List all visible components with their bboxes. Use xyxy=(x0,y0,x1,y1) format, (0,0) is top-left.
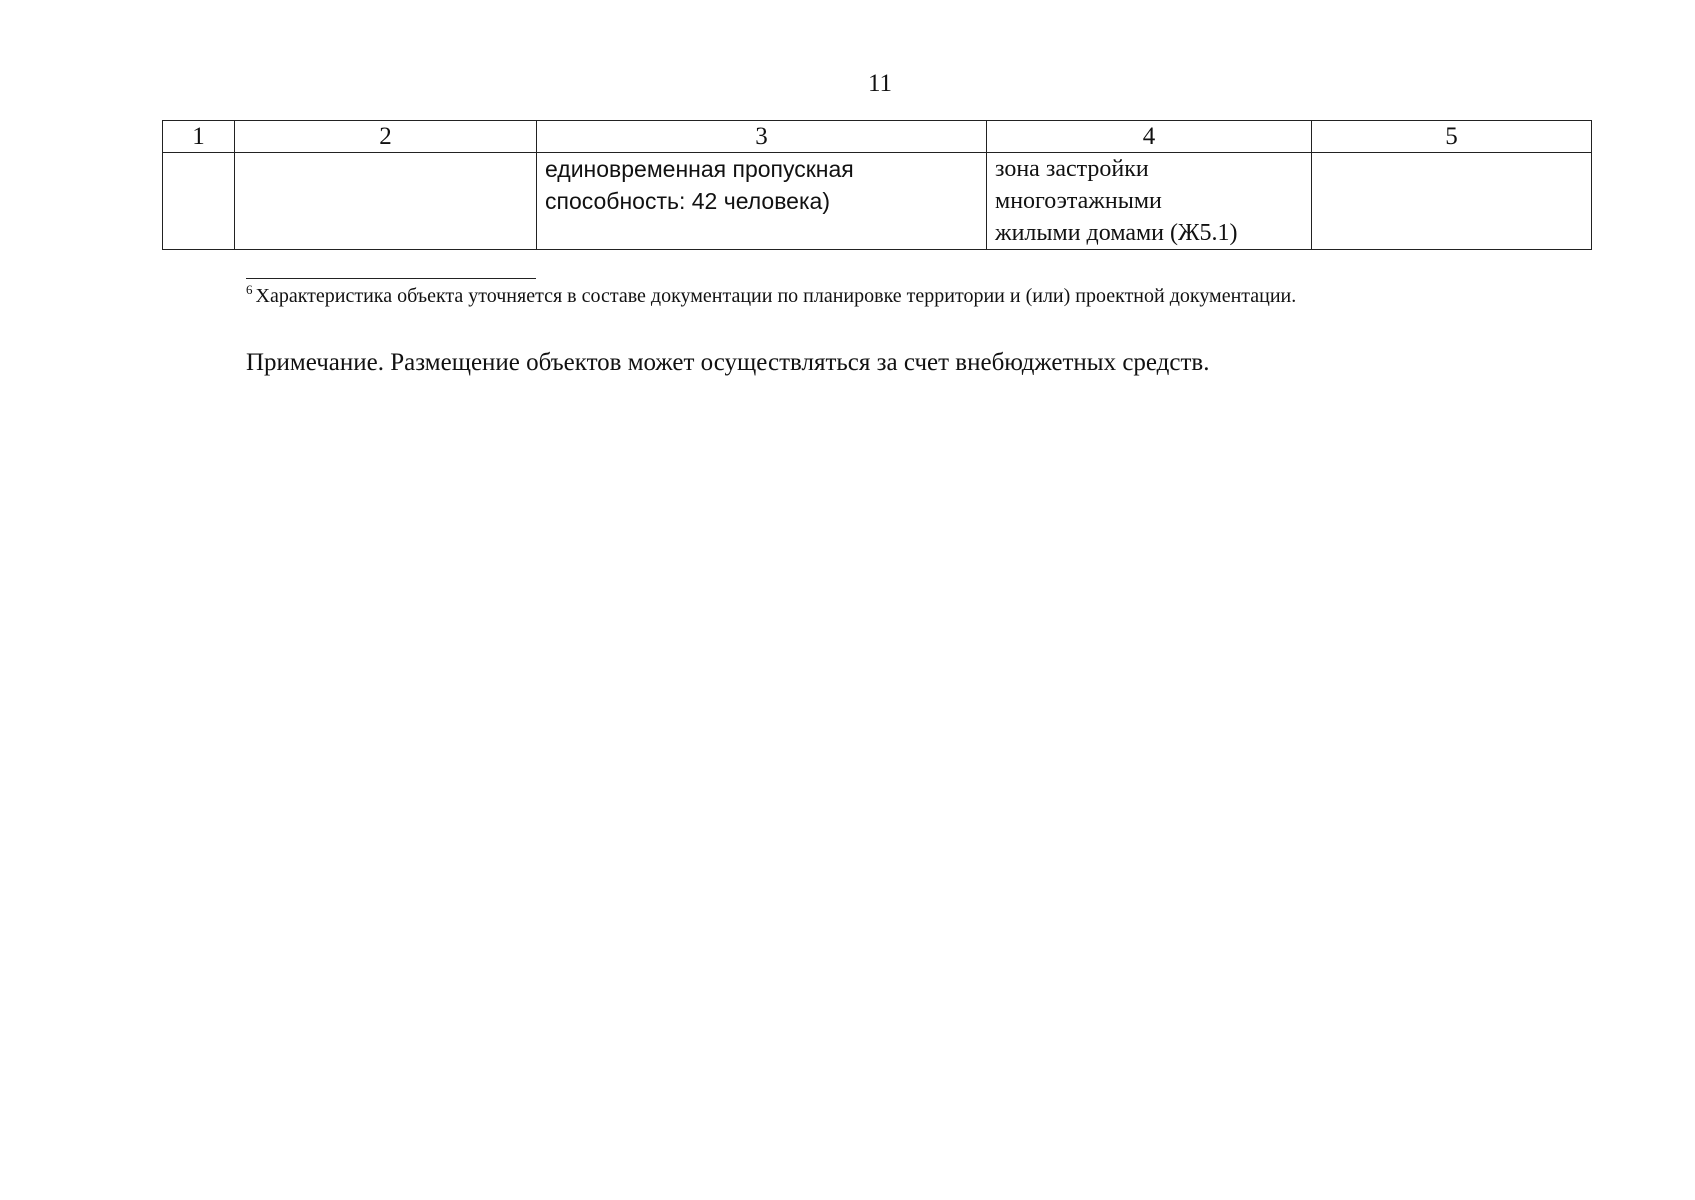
column-header-3: 3 xyxy=(537,121,987,153)
table-cell-col2 xyxy=(235,153,537,250)
capacity-line-2: способность: 42 человека) xyxy=(545,188,830,214)
zone-line-3: жилыми домами (Ж5.1) xyxy=(995,220,1238,246)
table-cell-col3 xyxy=(537,153,987,250)
footnote-separator xyxy=(246,278,536,279)
column-header-4: 4 xyxy=(987,121,1312,153)
note-paragraph: Примечание. Размещение объектов может осуществляться за счет внебюджетных средств. xyxy=(246,349,1210,376)
footnote-marker: 6 xyxy=(246,282,253,298)
column-header-2: 2 xyxy=(235,121,537,153)
footnote xyxy=(246,284,1296,308)
column-header-5: 5 xyxy=(1312,121,1592,153)
zone-line-1: зона застройки xyxy=(995,156,1149,182)
table-cell-col5 xyxy=(1312,153,1592,250)
column-header-1: 1 xyxy=(163,121,235,153)
table-header-row xyxy=(163,121,1592,153)
objects-table xyxy=(162,120,1592,250)
zone-line-2: многоэтажными xyxy=(995,188,1162,214)
capacity-line-1: единовременная пропускная xyxy=(545,156,854,182)
table-row xyxy=(163,153,1592,250)
page-number: 11 xyxy=(867,70,893,97)
table-cell-col4 xyxy=(987,153,1312,250)
footnote-text: Характеристика объекта уточняется в составе документации по планировке территории и (или) проектной документации. xyxy=(255,285,1297,307)
table-cell-col1 xyxy=(163,153,235,250)
